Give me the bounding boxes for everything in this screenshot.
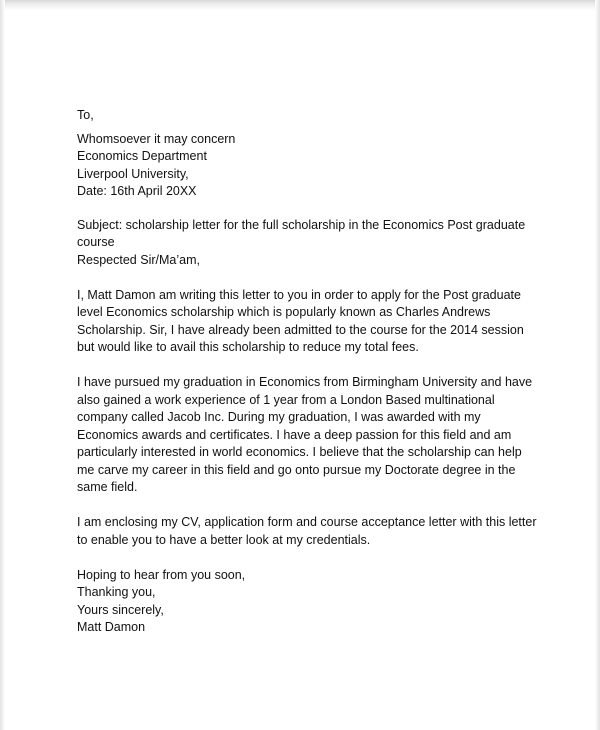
paragraph-line: Economics awards and certificates. I have a deep passion for this field and am [77,427,512,442]
recipient-line-2: Economics Department [77,149,207,163]
spacer [77,357,527,375]
paragraph-line: also gained a work experience of 1 year from a London Based multinational [77,392,495,407]
closing-line-2: Thanking you, [77,585,156,599]
subject-block [77,217,527,270]
closing-block [77,567,527,637]
signature-name: Matt Damon [77,620,146,634]
paragraph-line: I, Matt Damon am writing this letter to you in order to apply for the Post graduate [77,287,521,302]
spacer [77,549,527,567]
closing-line-1: Hoping to hear from you soon, [77,567,246,582]
letter-date: Date: 16th April 20XX [77,184,197,198]
subject-line-2: course [77,235,115,249]
page-left-shadow [0,0,5,730]
recipient-block [77,131,527,201]
paragraph-line: I am enclosing my CV, application form and course acceptance letter with this letter [77,515,537,529]
paragraph-line: level Economics scholarship which is popularly known as Charles Andrews [77,305,491,319]
to-line: To, [77,108,94,122]
recipient-line-3: Liverpool University, [77,166,189,181]
paragraph-line: same field. [77,480,138,494]
paragraph-3 [77,514,537,549]
recipient-line-1: Whomsoever it may concern [77,131,236,146]
paragraph-line: I have pursued my graduation in Economics from Birmingham University and have [77,375,533,389]
spacer [77,269,527,287]
paragraph-line: particularly interested in world economics. I believe that the scholarship can help [77,445,522,459]
spacer [77,201,527,217]
paragraph-1 [77,287,527,357]
paragraph-line: to enable you to have a better look at my credentials. [77,532,371,547]
paragraph-line: but would like to avail this scholarship to reduce my total fees. [77,340,419,354]
paragraph-line: Scholarship. Sir, I have already been admitted to the course for the 2014 session [77,322,524,337]
greeting: Respected Sir/Ma’am, [77,252,200,267]
page-right-shadow [595,0,600,730]
paragraph-2 [77,374,533,497]
closing-line-3: Yours sincerely, [77,602,164,617]
page-top-shadow [0,0,600,10]
letter-body [77,107,537,637]
spacer [77,497,527,515]
paragraph-line: company called Jacob Inc. During my graduation, I was awarded with my [77,410,481,424]
paragraph-line: me carve my career in this field and go onto pursue my Doctorate degree in the [77,462,516,477]
subject-line-1: Subject: scholarship letter for the full scholarship in the Economics Post graduate [77,217,526,232]
